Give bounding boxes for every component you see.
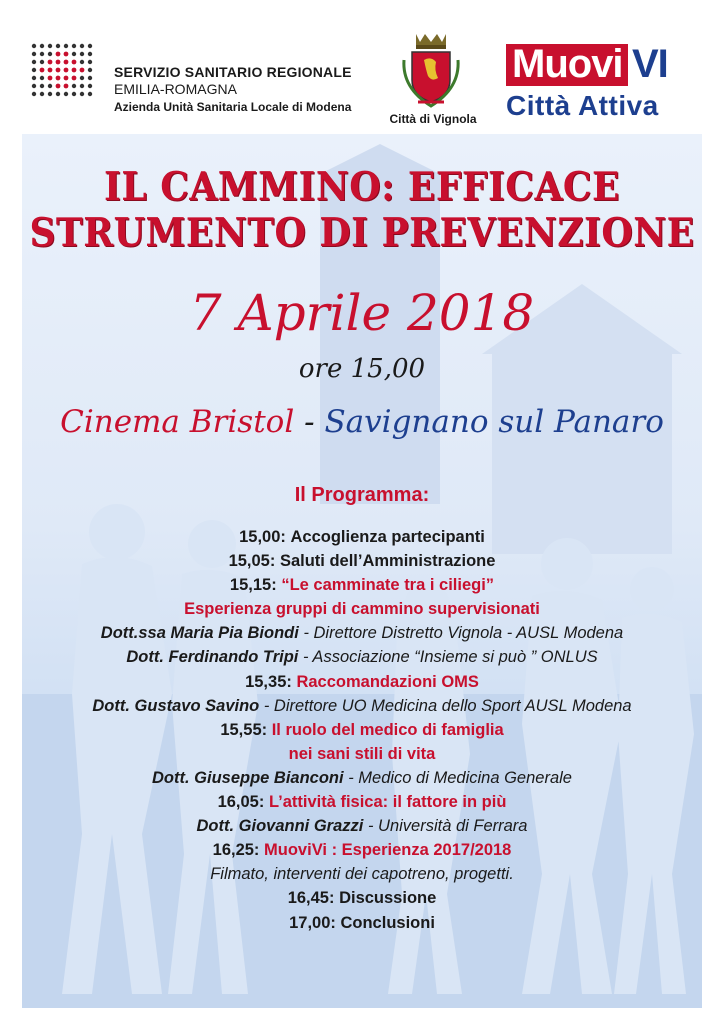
vignola-crest-icon (398, 30, 464, 110)
venue-separator: - (304, 404, 315, 440)
ssr-name-line2: EMILIA-ROMAGNA (114, 81, 237, 97)
programme-item: 16,25: MuoviVi : Esperienza 2017/2018 (212, 841, 512, 860)
event-title-line2: STRUMENTO DI PREVENZIONE (29, 210, 695, 256)
venue-place: Cinema Bristol (60, 404, 295, 440)
programme-item: Dott.ssa Maria Pia Biondi - Direttore Distretto Vignola - AUSL Modena (100, 624, 624, 643)
programme-item: Filmato, interventi dei capotreno, progetti. (210, 865, 514, 884)
ssr-name-line1: SERVIZIO SANITARIO REGIONALE (114, 64, 352, 80)
programme-item: nei sani stili di vita (288, 744, 436, 763)
event-date: 7 Aprile 2018 (189, 284, 535, 342)
event-title-line1: IL CAMMINO: EFFICACE (104, 164, 620, 210)
event-time: ore 15,00 (298, 354, 426, 384)
muovi-logo-part1: Muovi (512, 42, 623, 86)
programme-item: 16,45: Discussione (287, 889, 437, 908)
programme-item: Dott. Gustavo Savino - Direttore UO Medicina dello Sport AUSL Modena (92, 696, 632, 715)
programme-list (22, 525, 702, 935)
programme-item: 17,00: Conclusioni (289, 913, 435, 932)
programme-item: 15,00: Accoglienza partecipanti (239, 528, 485, 546)
programme-item: Dott. Ferdinando Tripi - Associazione “Insieme si può ” ONLUS (126, 648, 598, 667)
crest-label: Città di Vignola (389, 112, 477, 126)
ssr-dots-logo-icon (28, 40, 98, 108)
muovi-tagline: Città Attiva (506, 90, 659, 121)
event-venue (22, 404, 702, 440)
programme-title: Il Programma: (294, 484, 430, 506)
programme-item: Dott. Giuseppe Bianconi - Medico di Medicina Generale (152, 768, 572, 787)
programme-item: 15,05: Saluti dell’Amministrazione (228, 552, 496, 571)
programme-item: 16,05: L’attività fisica: il fattore in più (217, 793, 507, 812)
programme-item: Dott. Giovanni Grazzi - Università di Ferrara (196, 817, 528, 836)
programme-item: 15,35: Raccomandazioni OMS (245, 672, 479, 691)
programme-item: 15,15: “Le camminate tra i ciliegi” (229, 576, 495, 595)
ssr-name-line3: Azienda Unità Sanitaria Locale di Modena (114, 100, 352, 114)
muovi-logo-part2: VI (632, 42, 668, 86)
venue-town: Savignano sul Panaro (324, 404, 664, 440)
programme-item: 15,55: Il ruolo del medico di famiglia (220, 720, 504, 739)
programme-item: Esperienza gruppi di cammino supervisionati (184, 600, 540, 619)
